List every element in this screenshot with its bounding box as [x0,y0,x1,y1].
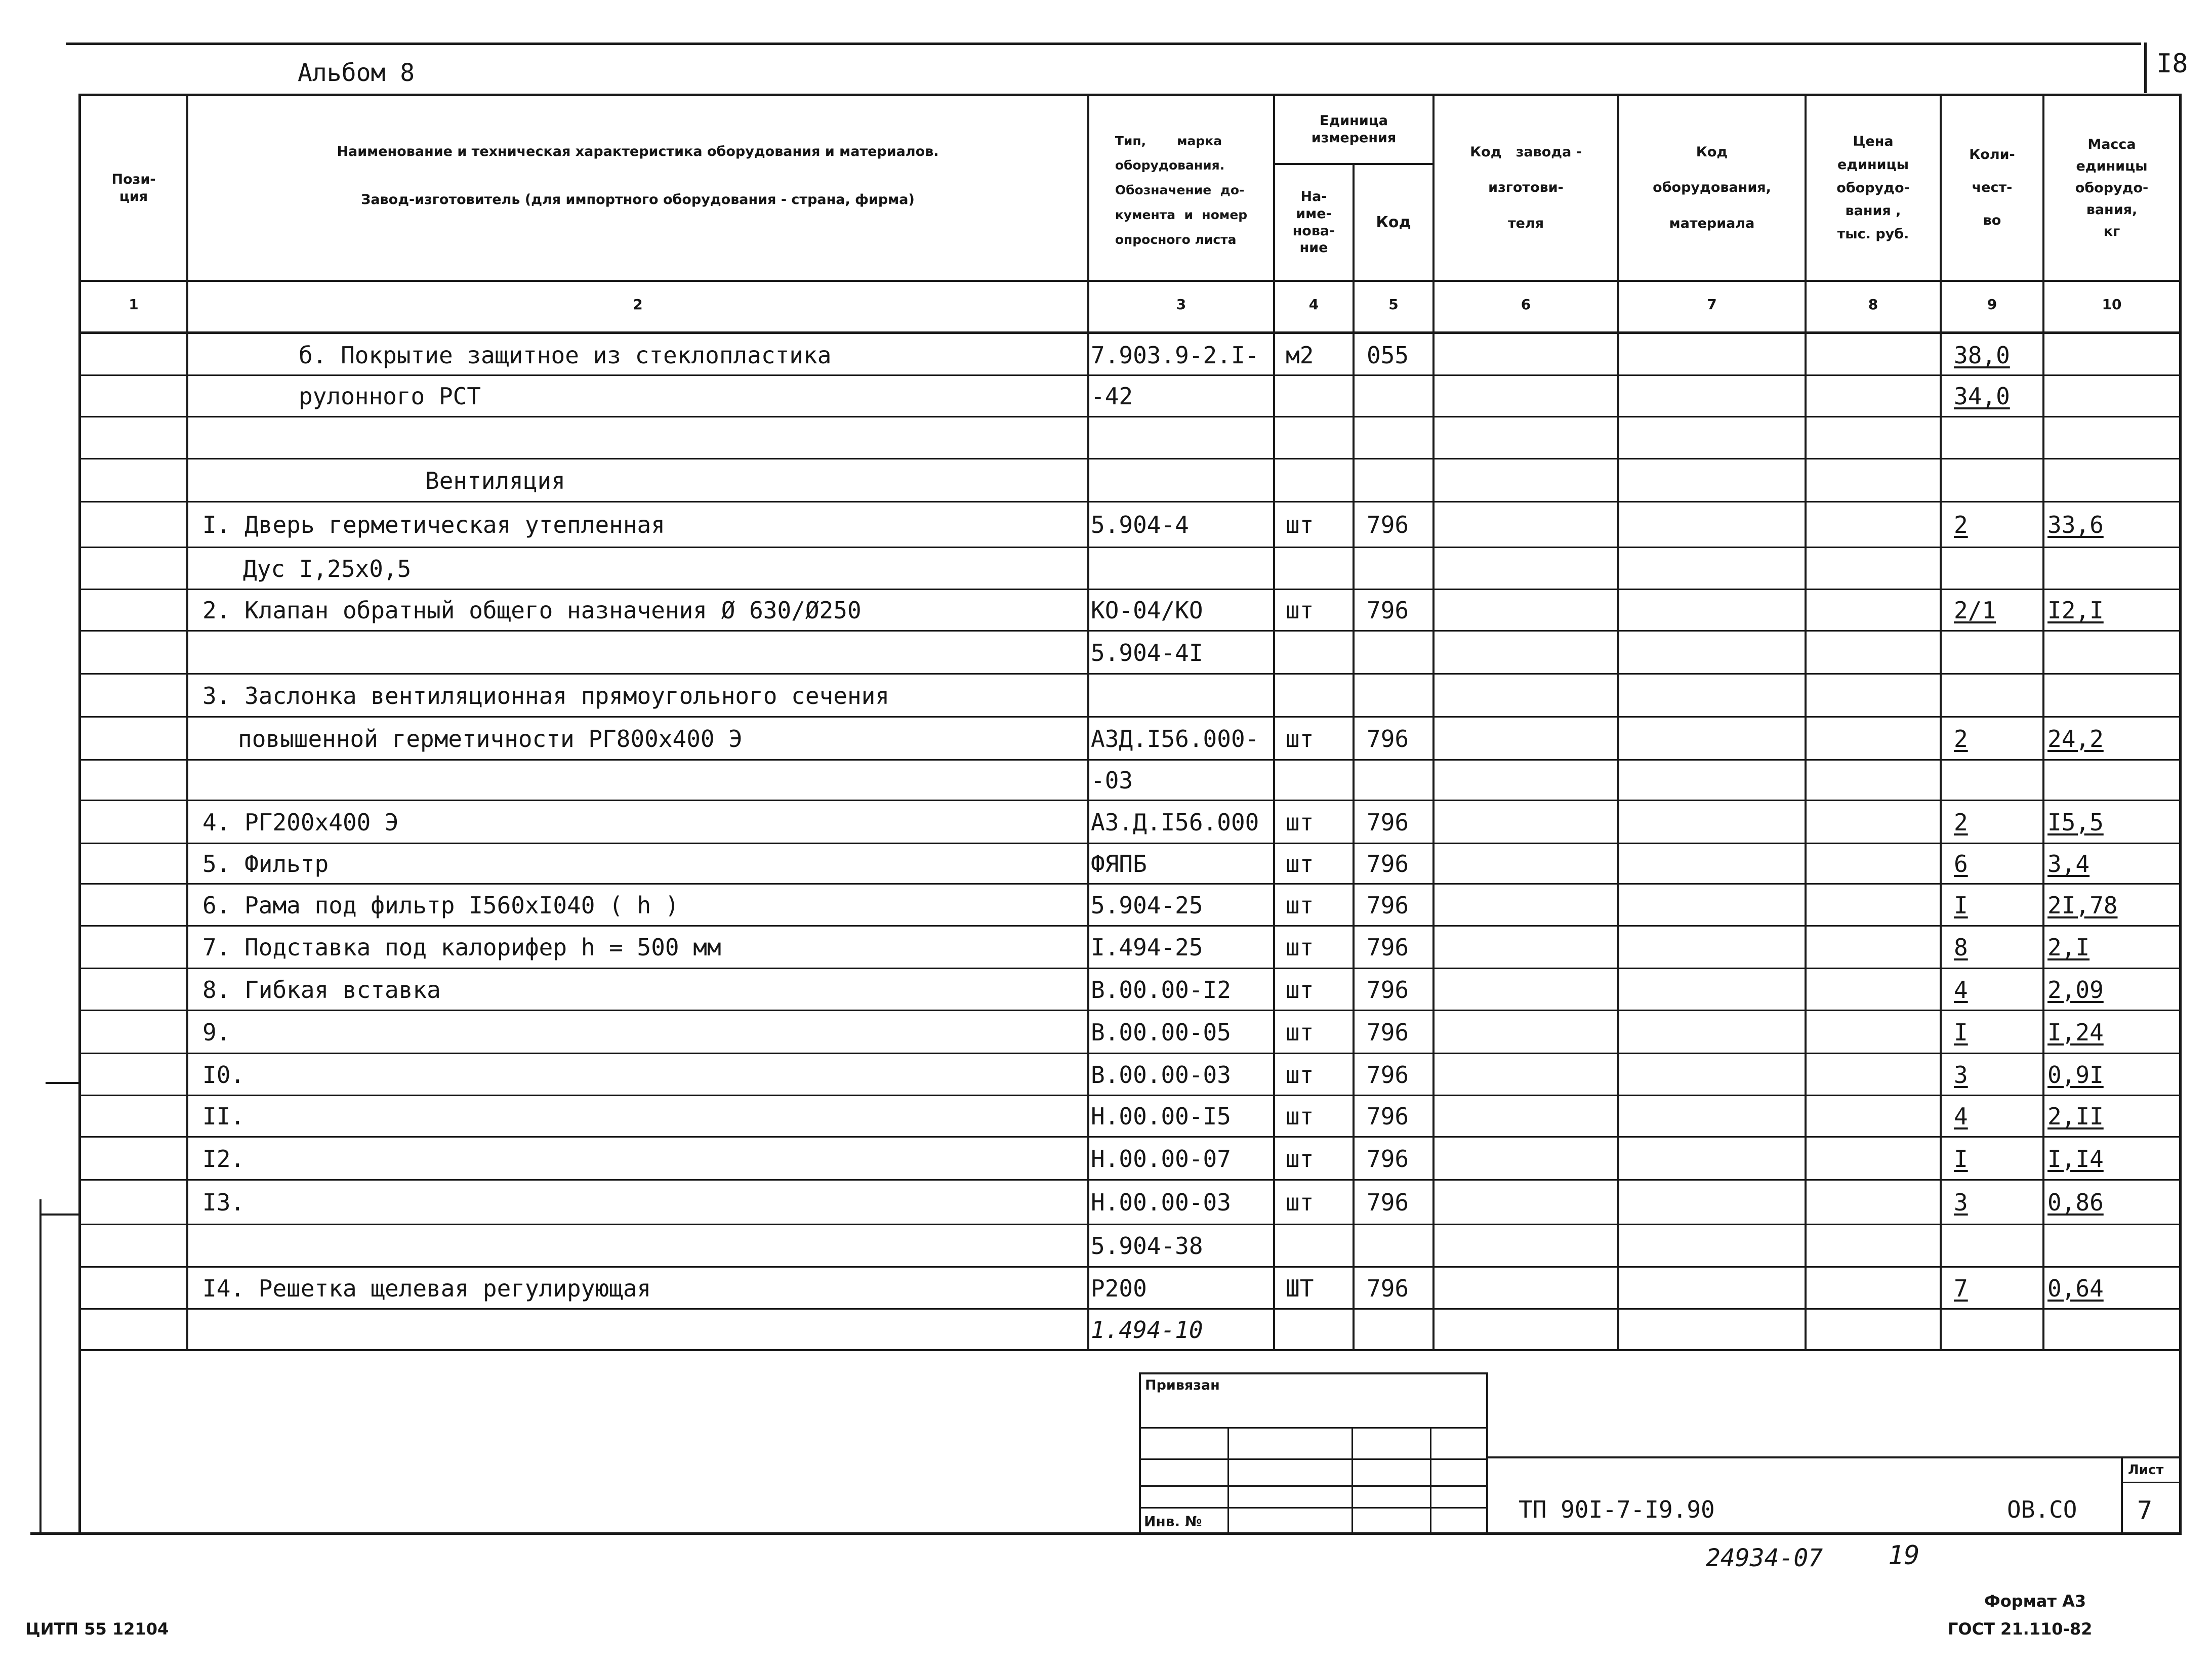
header-maker-code: Код завода - изготови- теля [1470,144,1582,231]
row-name: 7. Подставка под калорифер h = 500 мм [202,934,721,961]
row-mass: 3,4 [2047,850,2090,877]
row-separator [78,843,2182,844]
row-doc: АЗД.I56.000- [1091,725,1259,752]
colnum-4: 4 [1308,296,1319,313]
stamp-col-3 [1430,1427,1431,1533]
row-doc: КО-04/КО [1091,597,1203,624]
colnum-5: 5 [1388,296,1399,313]
header-name-line2: Завод-изготовитель (для импортного оборудования - страна, фирма) [361,192,915,207]
row-qty: 34,0 [1954,383,2010,410]
row-separator [78,883,2182,885]
row-name: I. Дверь герметическая утепленная [202,511,665,538]
sheet-code: ОВ.СО [2007,1496,2077,1523]
col-line-5 [1432,94,1435,1351]
row-name: I0. [202,1061,245,1089]
row-qty: I [1954,891,1968,919]
header-unit-name: На- име- нова- ние [1292,189,1335,256]
colnum-1: 1 [129,296,139,313]
row-separator [78,925,2182,927]
row-doc: ФЯПБ [1091,850,1147,877]
stamp-row-line-3 [1139,1485,1488,1487]
colnum-6: 6 [1521,296,1531,313]
col-line-6 [1617,94,1619,1351]
header-unit-price: Цена единицы оборудо- вания , тыс. руб. [1836,133,1910,242]
row-code: 796 [1367,1189,1409,1216]
col-line-3 [1273,94,1275,1351]
row-doc: Н.00.00-I5 [1091,1103,1231,1130]
row-unit: шт [1286,597,1314,624]
row-unit: ШТ [1286,1274,1314,1302]
row-mass: 0,64 [2047,1274,2104,1302]
row-doc: 7.903.9-2.I- [1091,342,1259,369]
row-doc: В.00.00-I2 [1091,976,1231,1003]
corner-box-left [2144,43,2147,93]
stamp-right [1486,1372,1488,1458]
row-doc: Р200 [1091,1274,1147,1302]
col-line-7 [1805,94,1807,1351]
col-line-8 [1940,94,1942,1351]
stamp-top [1139,1372,1488,1374]
row-separator [78,630,2182,632]
header-quantity: Коли- чест- во [1969,147,2015,228]
row-name: 8. Гибкая вставка [202,976,441,1003]
gost-label: ГОСТ 21.110-82 [1948,1619,2093,1639]
header-unit: Единица измерения [1311,113,1397,146]
row-mass: I5,5 [2047,808,2104,836]
page-corner-number: I8 [2156,49,2188,79]
list-box-left [2121,1456,2123,1533]
row-code: 796 [1367,1018,1409,1046]
row-doc: 1.494-10 [1091,1316,1203,1344]
row-doc: Н.00.00-03 [1091,1189,1231,1216]
row-doc: 5.904-4I [1091,639,1203,666]
list-label: Лист [2128,1462,2164,1478]
row-mass: 2,09 [2047,976,2104,1003]
row-name: б. Покрытие защитное из стеклопластика [299,342,832,369]
row-separator [78,501,2182,503]
row-mass: 2I,78 [2047,891,2118,919]
top-border [66,43,2141,45]
row-separator [78,547,2182,548]
row-separator [78,1308,2182,1310]
row-separator [78,1010,2182,1011]
row-doc: 5.904-38 [1091,1232,1203,1260]
row-separator [78,589,2182,590]
stamp-col-2 [1351,1427,1353,1533]
row-qty: 2 [1954,808,1968,836]
stamp-left [1139,1372,1141,1534]
header-unit-code: Код [1376,213,1411,231]
row-code: 796 [1367,1061,1409,1089]
row-mass: 2,I [2047,934,2090,961]
row-mass: 2,II [2047,1103,2104,1130]
header-equipment-code: Код оборудования, материала [1653,144,1771,231]
row-code: 796 [1367,1103,1409,1130]
row-name: 5. Фильтр [202,850,329,877]
list-box-split [2121,1482,2182,1483]
stamp-col-1 [1227,1427,1229,1533]
row-doc: АЗ.Д.I56.000 [1091,808,1259,836]
row-name: 3. Заслонка вентиляционная прямоугольного сечения [202,682,890,709]
row-unit: шт [1286,934,1314,961]
row-qty: 3 [1954,1061,1968,1089]
row-doc: В.00.00-05 [1091,1018,1231,1046]
margin-mark-1 [46,1082,80,1084]
header-type-mark: Тип, марка оборудования. Обозначение до- кумента и номер опросного листа [1115,133,1248,247]
row-qty: I [1954,1145,1968,1173]
row-qty: 4 [1954,976,1968,1003]
row-separator [78,374,2182,376]
row-name: 2. Клапан обратный общего назначения Ø 630/Ø250 [202,597,862,624]
row-qty: 2/1 [1954,597,1996,624]
colnum-3: 3 [1176,296,1186,313]
row-doc: В.00.00-03 [1091,1061,1231,1089]
row-name: повышенной герметичности РГ800x400 Э [238,725,743,752]
format-label: Формат А3 [1984,1592,2086,1611]
title-block-left [1486,1456,1488,1533]
row-unit: шт [1286,1061,1314,1089]
row-qty: I [1954,1018,1968,1046]
row-mass: I,24 [2047,1018,2104,1046]
row-qty: 4 [1954,1103,1968,1130]
row-doc: I.494-25 [1091,934,1203,961]
stamp-row-line-1 [1139,1427,1488,1429]
row-qty: 6 [1954,850,1968,877]
row-qty: 38,0 [1954,342,2010,369]
handwritten-page: 19 [1888,1540,1920,1571]
row-separator [78,968,2182,969]
row-code: 796 [1367,1274,1409,1302]
row-code: 796 [1367,976,1409,1003]
row-qty: 8 [1954,934,1968,961]
col-line-1 [186,94,188,1351]
row-unit: шт [1286,1189,1314,1216]
row-mass: 33,6 [2047,511,2104,538]
row-name: Вентиляция [425,467,565,494]
row-name: 9. [202,1018,231,1046]
row-code: 796 [1367,725,1409,752]
header-name-line1: Наименование и техническая характеристика оборудования и материалов. [337,144,939,159]
row-unit: шт [1286,1103,1314,1130]
table-body-bottom [78,1349,2182,1351]
list-number: 7 [2137,1496,2153,1525]
row-code: 796 [1367,1145,1409,1173]
row-doc: -42 [1091,383,1133,410]
row-doc: -03 [1091,767,1133,794]
ctip-label: ЦИТП 55 12104 [25,1619,169,1639]
row-code: 796 [1367,850,1409,877]
row-separator [78,673,2182,675]
row-name: Дус I,25x0,5 [243,555,412,582]
row-unit: шт [1286,891,1314,919]
row-qty: 2 [1954,511,1968,538]
row-separator [78,1053,2182,1054]
row-code: 796 [1367,511,1409,538]
stamp-row-line-2 [1139,1458,1488,1460]
stamp-inv-no: Инв. № [1144,1513,1202,1530]
margin-mark-2 [39,1213,80,1216]
row-separator [78,1266,2182,1268]
col-line-2 [1087,94,1089,1351]
row-unit: м2 [1286,342,1314,369]
colnum-2: 2 [633,296,643,313]
row-qty: 2 [1954,725,1968,752]
row-code: 055 [1367,342,1409,369]
row-name: I2. [202,1145,245,1173]
colnum-10: 10 [2102,296,2122,313]
row-doc: 5.904-4 [1091,511,1189,538]
colnum-9: 9 [1987,296,1997,313]
row-code: 796 [1367,891,1409,919]
row-separator [78,458,2182,459]
row-unit: шт [1286,511,1314,538]
stamp-row-line-4 [1139,1507,1488,1509]
frame-right [2179,94,2182,1533]
row-separator [78,1179,2182,1181]
row-mass: I,I4 [2047,1145,2104,1173]
row-code: 796 [1367,808,1409,836]
doc-code: ТП 90I-7-I9.90 [1519,1496,1715,1523]
colnum-bottom [78,331,2182,334]
header-unit-mass: Масса единицы оборудо- вания, кг [2075,136,2149,240]
handwritten-code: 24934-07 [1706,1544,1823,1572]
header-position: Пози- ция [111,171,156,204]
row-name: II. [202,1103,245,1130]
row-separator [78,716,2182,718]
row-code: 796 [1367,934,1409,961]
title-block-top [1486,1456,2182,1458]
row-doc: 5.904-25 [1091,891,1203,919]
row-code: 796 [1367,597,1409,624]
col-line-9 [2042,94,2044,1351]
row-mass: 0,9I [2047,1061,2104,1089]
frame-bottom [30,1532,2182,1535]
row-separator [78,416,2182,417]
row-mass: I2,I [2047,597,2104,624]
row-mass: 24,2 [2047,725,2104,752]
row-name: 6. Рама под фильтр I560xI040 ( h ) [202,891,679,919]
row-name: I3. [202,1189,245,1216]
row-unit: шт [1286,1018,1314,1046]
col-line-4 [1353,163,1355,1351]
row-name: 4. РГ200x400 Э [202,808,399,836]
row-unit: шт [1286,808,1314,836]
row-unit: шт [1286,976,1314,1003]
row-name: I4. Решетка щелевая регулирующая [202,1274,651,1302]
album-label: Альбом 8 [298,59,415,87]
row-separator [78,759,2182,761]
row-unit: шт [1286,1145,1314,1173]
row-separator [78,1095,2182,1096]
header-bottom [78,280,2182,282]
row-unit: шт [1286,725,1314,752]
colnum-8: 8 [1868,296,1878,313]
row-separator [78,1224,2182,1225]
row-unit: шт [1286,850,1314,877]
margin-mark-vertical [39,1199,42,1533]
row-mass: 0,86 [2047,1189,2104,1216]
row-qty: 7 [1954,1274,1968,1302]
stamp-privyazan: Привязан [1145,1377,1220,1393]
row-doc: Н.00.00-07 [1091,1145,1231,1173]
row-separator [78,1136,2182,1138]
colnum-7: 7 [1707,296,1717,313]
row-qty: 3 [1954,1189,1968,1216]
row-separator [78,800,2182,801]
row-name: рулонного РСТ [299,383,481,410]
